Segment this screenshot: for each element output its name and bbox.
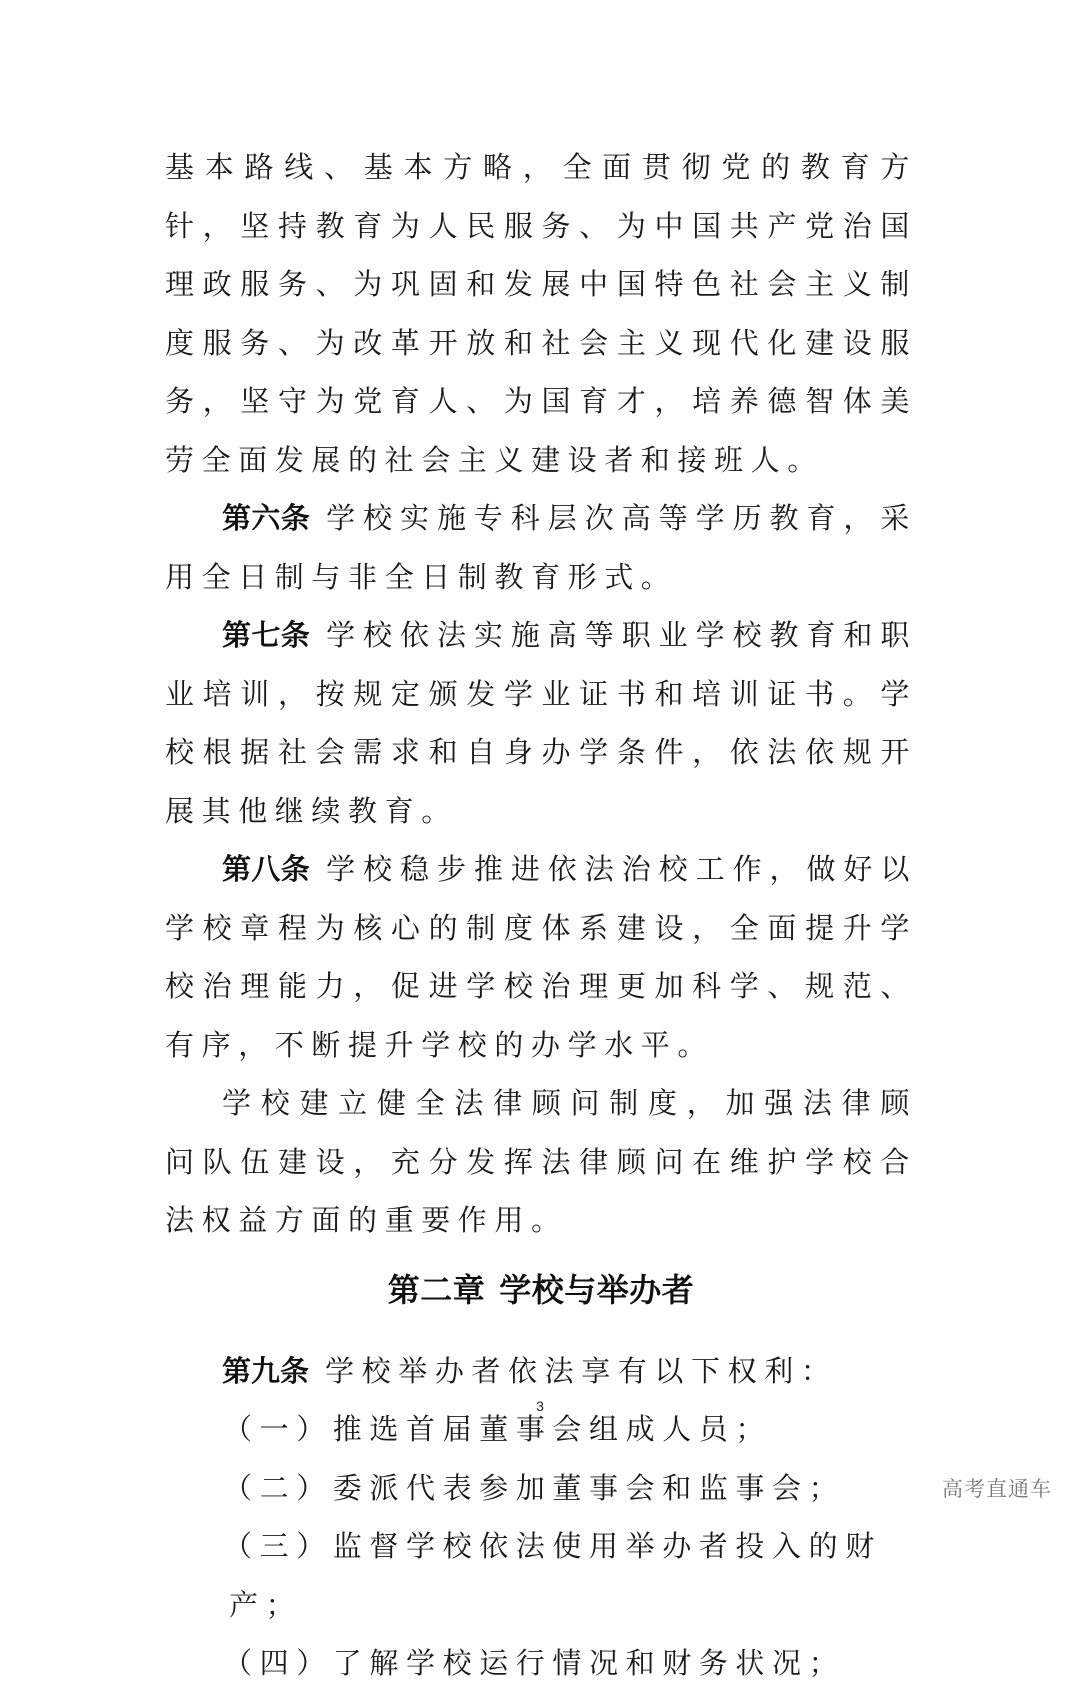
article-text: 学校实施专科层次高等学历教育，采用全日制与非全日制教育形式。 — [165, 501, 917, 594]
article-7 — [165, 606, 917, 840]
chapter-title-text: 学校与举办者 — [499, 1270, 695, 1309]
article-number: 第八条 — [222, 852, 311, 886]
chapter-number: 第二章 — [387, 1270, 486, 1309]
article-number: 第九条 — [222, 1353, 310, 1388]
list-item: （一）推选首届董事会组成人员； — [223, 1412, 773, 1446]
watermark: 高考直通车 — [942, 1477, 1052, 1501]
article-number: 第七条 — [222, 618, 311, 652]
article-text: 学校稳步推进依法治校工作，做好以学校章程为核心的制度体系建设，全面提升学校治理能力，促进学校治理更加科学、规范、有序，不断提升学校的办学水平。 — [165, 852, 917, 1062]
paragraph-text: 学校建立健全法律顾问制度，加强法律顾问队伍建设，充分发挥法律顾问在维护学校合法权益方面的重要作用。 — [165, 1086, 917, 1237]
list-item: （四）了解学校运行情况和财务状况； — [223, 1646, 846, 1680]
document-body — [165, 138, 917, 1693]
article-8-paragraph-2 — [165, 1074, 917, 1250]
article-8 — [165, 840, 917, 1074]
paragraph-continuation — [165, 138, 917, 489]
article-6 — [165, 489, 917, 606]
article-number: 第六条 — [222, 501, 311, 535]
list-item: （二）委派代表参加董事会和监事会； — [223, 1470, 846, 1505]
article-text: 学校依法实施高等职业学校教育和职业培训，按规定颁发学业证书和培训证书。学校根据社会需求和自身办学条件，依法依规开展其他继续教育。 — [165, 618, 917, 828]
list-item: （三）监督学校依法使用举办者投入的财产； — [223, 1529, 882, 1622]
paragraph-text: 基本路线、基本方略，全面贯彻党的教育方针，坚持教育为人民服务、为中国共产党治国理政服务、为巩固和发展中国特色社会主义制度服务、为改革开放和社会主义现代化建设服务，坚守为党育人、为国育才，培养德智体美劳全面发展的社会主义建设者和接班人。 — [165, 150, 917, 477]
article-text: 学校举办者依法享有以下权利： — [325, 1353, 838, 1388]
page-number: 3 — [536, 1398, 544, 1414]
article-9 — [165, 1342, 917, 1401]
chapter-heading — [165, 1270, 917, 1309]
